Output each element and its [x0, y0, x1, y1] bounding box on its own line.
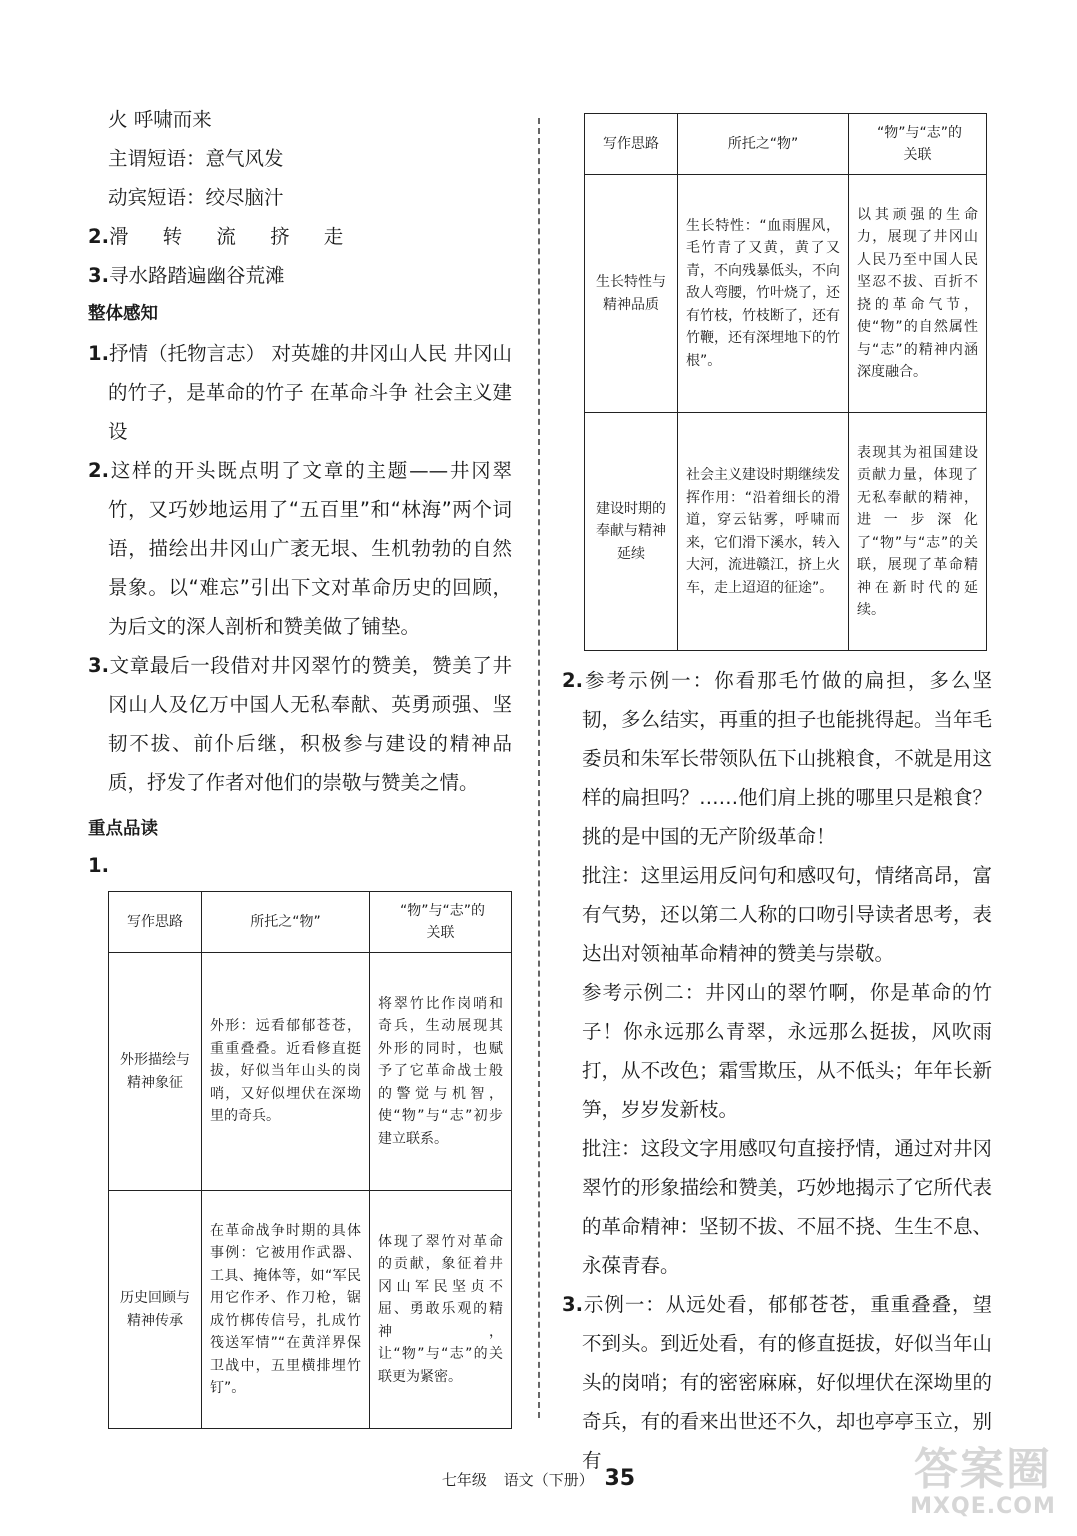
analysis-table-left [108, 891, 512, 1429]
answer-item-3: 3.寻水路踏遍幽谷荒滩 [88, 264, 285, 287]
text-line: 火 呼啸而来 [108, 108, 212, 131]
table-cell: 将翠竹比作岗哨和奇兵，生动展现其外形的同时，也赋予了它革命战士般的警觉与机智，使“物”与“志”初步建立联系。 [370, 953, 512, 1191]
table-header-row [585, 114, 987, 175]
table-cell: 社会主义建设时期继续发挥作用：“沿着细长的滑道，穿云钻雾，呼啸而来，它们滑下溪水，转入大河，流进赣江，挤上火车，走上迢迢的征途”。 [678, 413, 849, 651]
table-header: 写作思路 [585, 114, 678, 175]
table-cell: 生长特性与精神品质 [585, 175, 678, 413]
answer-q3-example1: 3.示例一：从远处看，郁郁苍苍，重重叠叠，望不到头。到近处看，有的修直挺拔，好似当年山头的岗哨；有的密密麻麻，好似埋伏在深坳里的奇兵，有的看来出世还不久，却也亭亭玉立，别有 [562, 1293, 992, 1472]
section-heading-key-reading: 重点品读 [88, 819, 158, 839]
footer-grade: 七年级 [441, 1471, 487, 1489]
table-cell: 生长特性：“血雨腥风，毛竹青了又黄，黄了又青，不向残暴低头，不向敌人弯腰，竹叶烧了，还有竹枝，竹枝断了，还有竹鞭，还有深埋地下的竹根”。 [678, 175, 849, 413]
table-cell: 历史回顾与精神传承 [109, 1191, 202, 1429]
footer-subject: 语文（下册） [503, 1471, 594, 1489]
right-text [562, 661, 992, 1480]
answer-q3: 3.文章最后一段借对井冈翠竹的赞美，赞美了井冈山人及亿万中国人无私奉献、英勇顽强、坚韧不拔、前仆后继，积极参与建设的精神品质，抒发了作者对他们的崇敬与赞美之情。 [88, 654, 512, 794]
left-column [88, 100, 512, 1429]
text-line: 动宾短语：绞尽脑汁 [108, 186, 284, 209]
table-number: 1. [88, 854, 109, 877]
table-header: “物”与“志”的关联 [370, 892, 512, 953]
table-row [585, 413, 987, 651]
watermark-domain: MXQE.COM [910, 1494, 1056, 1519]
table-cell: 以其顽强的生命力，展现了井冈山人民乃至中国人民坚忍不拔、百折不挠的革命气节，使“物”的自然属性与“志”的精神内涵深度融合。 [849, 175, 987, 413]
table-cell: 在革命战争时期的具体事例：它被用作武器、工具、掩体等，如“军民用它作矛、作刀枪，锯成竹梆传信号，扎成竹筏送军情”“在黄洋界保卫战中，五里横排埋竹钉”。 [202, 1191, 370, 1429]
table-row [585, 175, 987, 413]
table-header: 写作思路 [109, 892, 202, 953]
answer-q1: 1.抒情（托物言志） 对英雄的井冈山人民 井冈山的竹子，是革命的竹子 在革命斗争 社会主义建设 [88, 342, 512, 443]
watermark-logo [897, 1446, 1069, 1532]
answer-q2: 2.这样的开头既点明了文章的主题——井冈翠竹，又巧妙地运用了“五百里”和“林海”两个词语，描绘出井冈山广袤无垠、生机勃勃的自然景象。以“难忘”引出下文对革命历史的回顾，为后文的深人剖析和赞美做了铺垫。 [88, 459, 512, 638]
section-heading-overall: 整体感知 [88, 304, 158, 324]
table-cell: 体现了翠竹对革命的贡献，象征着井冈山军民坚贞不屈、勇敢乐观的精神，让“物”与“志”的关联更为紧密。 [370, 1191, 512, 1429]
answer-q2-example2: 参考示例二：井冈山的翠竹啊，你是革命的竹子！你永远那么青翠，永远那么挺拔，风吹雨打，从不改色；霜雪欺压，从不低头；年年长新笋，岁岁发新枝。 [582, 981, 992, 1121]
table-header: 所托之“物” [202, 892, 370, 953]
annotation-1: 批注：这里运用反问句和感叹句，情绪高昂，富有气势，还以第二人称的口吻引导读者思考，表达出对领袖革命精神的赞美与崇敬。 [582, 864, 992, 965]
table-row [109, 1191, 512, 1429]
answer-item-2: 2.滑 转 流 挤 走 [88, 225, 358, 248]
annotation-2: 批注：这段文字用感叹句直接抒情，通过对井冈翠竹的形象描绘和赞美，巧妙地揭示了它所代表的革命精神：坚韧不拔、不屈不挠、生生不息、永葆青春。 [582, 1137, 992, 1277]
answer-q2-example1: 2.参考示例一：你看那毛竹做的扁担，多么坚韧，多么结实，再重的担子也能挑得起。当年毛委员和朱军长带领队伍下山挑粮食，不就是用这样的扁担吗？……他们肩上挑的哪里只是粮食？挑的是中国的无产阶级革命！ [562, 669, 992, 848]
table-header: “物”与“志”的关联 [849, 114, 987, 175]
column-divider [538, 118, 540, 1418]
analysis-table-right [584, 113, 987, 651]
right-column [562, 113, 992, 1480]
table-row [109, 953, 512, 1191]
table-header: 所托之“物” [678, 114, 849, 175]
text-line: 主谓短语：意气风发 [108, 147, 284, 170]
page-number: 35 [604, 1466, 636, 1491]
table-cell: 外形：远看郁郁苍苍，重重叠叠。近看修直挺拔，好似当年山头的岗哨，又好似埋伏在深坳里的奇兵。 [202, 953, 370, 1191]
table-cell: 表现其为祖国建设贡献力量，体现了无私奉献的精神，进一步深化了“物”与“志”的关联，展现了革命精神在新时代的延续。 [849, 413, 987, 651]
watermark-text: 答案圈 [914, 1444, 1052, 1495]
table-cell: 外形描绘与精神象征 [109, 953, 202, 1191]
table-header-row [109, 892, 512, 953]
table-cell: 建设时期的奉献与精神延续 [585, 413, 678, 651]
